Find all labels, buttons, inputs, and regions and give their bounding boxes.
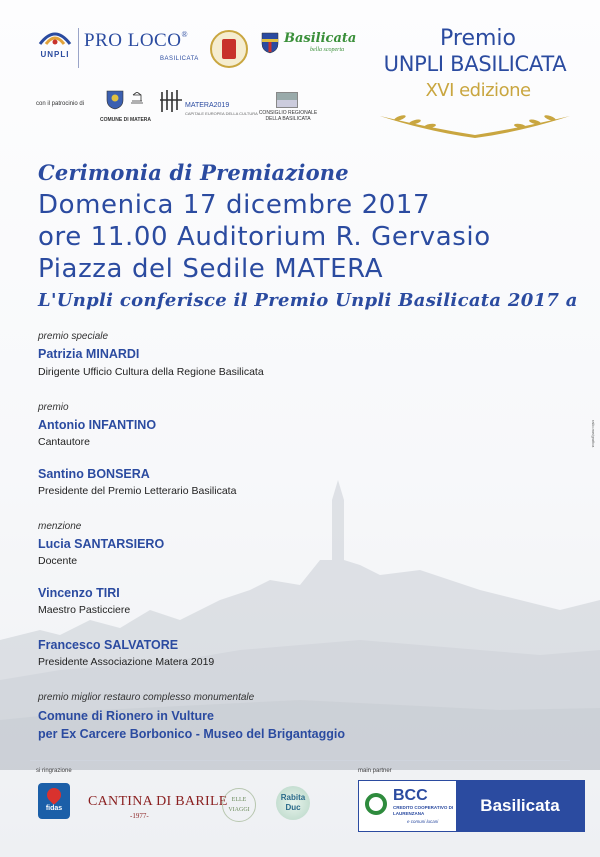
patronage-label: con il patrocinio di: [36, 101, 85, 107]
category-special: premio speciale: [38, 331, 109, 342]
main-partner-label: main partner: [358, 768, 392, 774]
wheat-ears-icon: [370, 102, 580, 142]
thanks-label: si ringrazione: [36, 768, 72, 774]
awardee-role: Cantautore: [38, 436, 90, 448]
category-premio: premio: [38, 402, 69, 413]
unpli-logo: [36, 28, 74, 59]
category-restauro: premio miglior restauro complesso monumentale: [38, 692, 255, 703]
basilicata-logo-text: Basilicata: [284, 31, 357, 46]
proloco-name: PRO LOCO: [84, 30, 182, 51]
basilicata-tagline: bella scoperta: [310, 47, 345, 53]
side-credit: rallo.me/grafica: [591, 420, 596, 448]
comune-label: COMUNE DI MATERA: [100, 117, 152, 123]
premio-title-line1: Premio: [440, 26, 516, 51]
consiglio-label: CONSIGLIO REGIONALE DELLA BASILICATA: [258, 110, 318, 122]
elle-logo-text: ELLE VIAGGI: [228, 797, 250, 813]
matera2019-text: MATERA2019: [185, 102, 230, 109]
fidas-logo: [38, 783, 70, 819]
bcc-symbol-icon: [365, 793, 387, 815]
awardee-name-cont: per Ex Carcere Borbonico - Museo del Brigantaggio: [38, 727, 346, 741]
fidas-logo-text: fidas: [45, 805, 63, 812]
bcc-subtitle: CREDITO COOPERATIVO DI LAURENZANA: [393, 805, 454, 816]
header-divider: [78, 28, 79, 68]
elle-logo: [222, 788, 256, 822]
proloco-sub-text: BASILICATA: [160, 56, 199, 62]
event-square: Piazza del Sedile MATERA: [38, 254, 384, 284]
matera2019-sub: CAPITALE EUROPEA DELLA CULTURA: [185, 111, 258, 116]
proloco-logo-text: [84, 30, 188, 52]
event-date: Domenica 17 dicembre 2017: [38, 190, 431, 220]
award-intro: L'Unpli conferisce il Premio Unpli Basilicata 2017 a: [38, 290, 578, 311]
awardee-role: Maestro Pasticciere: [38, 604, 131, 616]
footer-divider: [30, 760, 570, 761]
awardee-name: Lucia SANTARSIERO: [38, 537, 165, 551]
awardee-role: Presidente Associazione Matera 2019: [38, 656, 215, 668]
proloco-registered-mark: ®: [181, 30, 189, 39]
premio-title-line2: UNPLI BASILICATA: [383, 52, 567, 76]
rabita-logo: [276, 786, 310, 820]
regional-badge-icon: [210, 30, 248, 68]
bcc-subtitle-2: e comuni lucani: [407, 819, 439, 824]
bcc-partner-logo: [358, 780, 585, 832]
matera2019-mark-icon: [160, 88, 182, 114]
ceremony-heading: Cerimonia di Premiazione: [38, 160, 349, 185]
awardee-name: Francesco SALVATORE: [38, 638, 179, 652]
bcc-title: BCC: [393, 787, 428, 804]
cantina-year: -1977-: [130, 812, 149, 820]
awardee-role: Dirigente Ufficio Cultura della Regione Basilicata: [38, 366, 264, 378]
bcc-region: Basilicata: [456, 781, 584, 831]
basilicata-shield-icon: [261, 32, 279, 54]
awardee-role: Presidente del Premio Letterario Basilicata: [38, 485, 237, 497]
awardee-name: Antonio INFANTINO: [38, 418, 157, 432]
rabita-logo-text: Rabita Duc: [280, 793, 306, 812]
matera-crest-icon: [104, 88, 126, 110]
city-background-image: [0, 470, 600, 770]
cantina-logo-text: CANTINA DI BARILE: [88, 794, 228, 809]
awardee-name: Patrizia MINARDI: [38, 347, 140, 361]
premio-edition: XVI edizione: [425, 80, 531, 101]
awardee-name: Santino BONSERA: [38, 467, 150, 481]
awardee-role: Docente: [38, 555, 78, 567]
event-time-place: ore 11.00 Auditorium R. Gervasio: [38, 222, 491, 252]
category-menzione: menzione: [38, 521, 82, 532]
unesco-icon: [130, 92, 144, 104]
awardee-name: Comune di Rionero in Vulture: [38, 709, 214, 723]
awardee-name: Vincenzo TIRI: [38, 586, 120, 600]
consiglio-logo-icon: [276, 92, 298, 108]
unpli-logo-text: UNPLI: [40, 50, 70, 59]
